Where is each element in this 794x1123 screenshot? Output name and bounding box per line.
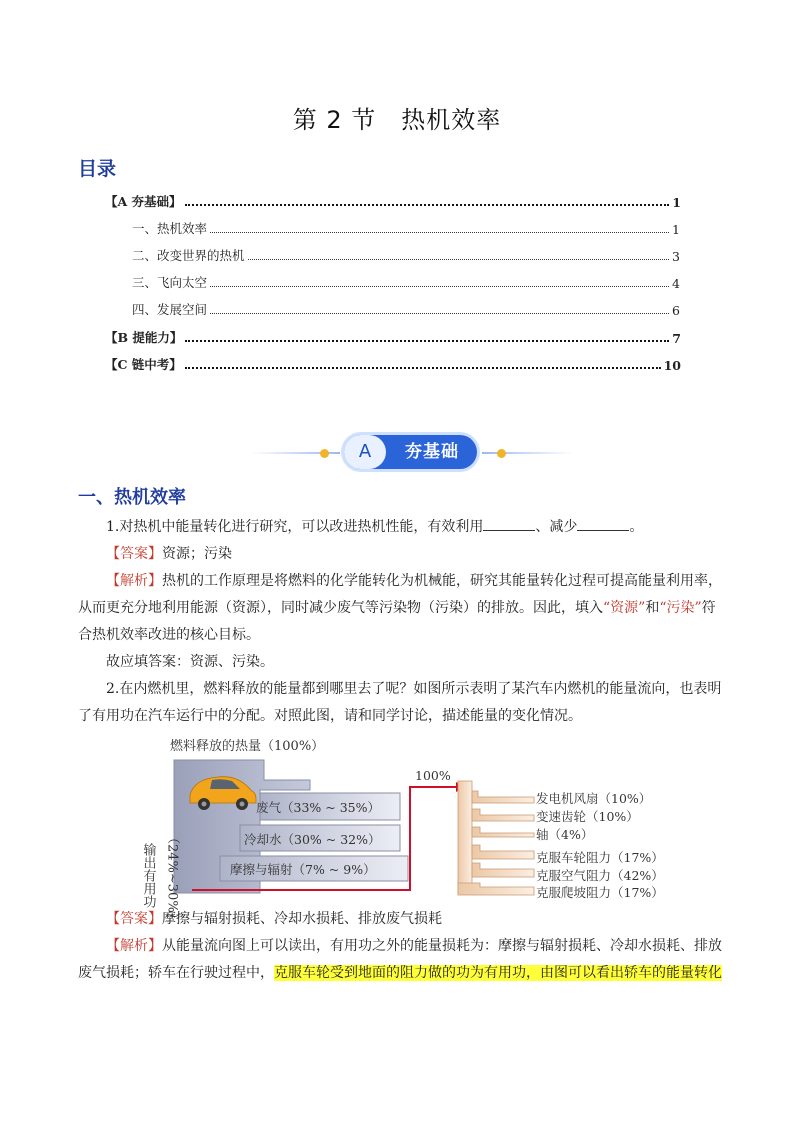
toc-leader — [210, 313, 669, 314]
toc-entry-label: 三、飞向太空 — [132, 275, 208, 290]
toc-entry-page: 6 — [672, 303, 680, 318]
analysis-label: 【解析】 — [106, 938, 162, 954]
analysis-text: 符合热机效率改进的核心目标。 — [78, 600, 716, 643]
banner-line-right — [482, 452, 574, 454]
toc-entry-page: 1 — [672, 195, 681, 210]
toc-entry-page: 4 — [672, 276, 680, 291]
q1-answer — [78, 541, 722, 568]
q2-answer — [78, 906, 722, 933]
toc-entry-4[interactable] — [132, 300, 680, 318]
toc-entry-a[interactable] — [105, 192, 681, 210]
analysis-text: 和 — [645, 600, 660, 616]
fig-arrow-label: 100% — [415, 768, 451, 783]
q2-analysis — [78, 933, 722, 987]
toc-entry-label: 【B 提能力】 — [105, 330, 183, 345]
fig-output-item: 克服车轮阻力（17%） — [536, 850, 664, 865]
toc-entry-b[interactable] — [105, 328, 681, 346]
question-2: 2.在内燃机里，燃料释放的能量都到哪里去了呢？如图所示表明了某汽车内燃机的能量流向，也表明了有用功在汽车运行中的分配。对照此图，请和同学讨论，描述能量的变化情况。 — [78, 681, 722, 724]
toc-entry-page: 10 — [663, 358, 681, 373]
section-heading: 一、热机效率 — [78, 487, 186, 508]
analysis-label: 【解析】 — [106, 573, 162, 589]
analysis-quote: “污染” — [659, 600, 702, 616]
toc-entry-c[interactable] — [105, 355, 681, 373]
fig-output-item: 轴（4%） — [536, 827, 594, 842]
banner-letter: A — [344, 435, 386, 469]
toc-leader — [210, 232, 669, 233]
fig-output-item: 变速齿轮（10%） — [536, 809, 639, 824]
fig-output-item: 发电机风扇（10%） — [536, 791, 652, 806]
analysis-quote: “资源” — [603, 600, 646, 616]
q1-analysis — [78, 568, 722, 649]
answer-blank — [577, 516, 629, 531]
q1-final: 故应填答案：资源、污染。 — [106, 654, 274, 670]
q1-text-b: 、减少 — [535, 519, 578, 535]
toc-entry-3[interactable] — [132, 273, 680, 291]
q1-text-c: 。 — [629, 519, 644, 535]
toc-leader — [210, 286, 669, 287]
toc-entry-label: 四、发展空间 — [132, 302, 208, 317]
fig-top-label: 燃料释放的热量（100%） — [170, 739, 325, 754]
fig-output-text: 输出有用功 — [140, 843, 156, 908]
answer-label: 【答案】 — [106, 546, 162, 562]
answer-text: 摩擦与辐射损耗、冷却水损耗、排放废气损耗 — [162, 911, 442, 927]
fig-label-waste-gas: 废气（33% ~ 35%） — [256, 800, 380, 815]
page-title: 第 2 节 热机效率 — [292, 106, 502, 134]
analysis-text: 热机的工作原理是将燃料的化学能转化为机械能，研究其能量转化过程可提高能量利用率，从而更充分地利用能源（资源），同时减少废气等污染物（污染）的排放。因此，填入 — [78, 573, 722, 616]
fig-label-friction: 摩擦与辐射（7% ~ 9%） — [230, 862, 376, 877]
toc-heading: 目录 — [78, 158, 117, 180]
toc-entry-label: 二、改变世界的热机 — [132, 248, 245, 263]
toc-entry-1[interactable] — [132, 219, 680, 237]
q1-text-a: 1.对热机中能量转化进行研究，可以改进热机性能，有效利用 — [106, 519, 484, 535]
fig-output-item: 克服爬坡阻力（17%） — [536, 885, 664, 900]
answer-label: 【答案】 — [106, 911, 162, 927]
fig-dist-trunk — [458, 781, 472, 893]
question-1 — [78, 514, 722, 541]
toc-entry-page: 1 — [672, 222, 680, 237]
toc-leader — [248, 259, 670, 260]
fig-output-list — [536, 791, 664, 900]
toc-leader — [185, 367, 661, 369]
banner-dot-left — [320, 449, 329, 458]
toc-entry-label: 【A 夯基础】 — [105, 194, 182, 209]
answer-blank — [483, 516, 535, 531]
toc-entry-page: 7 — [672, 331, 681, 346]
fig-label-cooling: 冷却水（30% ~ 32%） — [244, 832, 381, 847]
toc-entry-page: 3 — [672, 249, 680, 264]
toc-entry-label: 【C 链中考】 — [105, 357, 182, 372]
answer-text: 资源；污染 — [162, 546, 232, 562]
toc-entry-2[interactable] — [132, 246, 680, 264]
toc-entry-label: 一、热机效率 — [132, 221, 208, 236]
banner-dot-right — [497, 449, 506, 458]
toc-leader — [185, 204, 670, 206]
fig-output-item: 克服空气阻力（42%） — [536, 868, 664, 883]
banner-text: 夯基础 — [405, 442, 459, 462]
analysis-text: 从能量流向图上可以读出，有用功之外的能量损耗为：摩擦与辐射损耗、冷却水损耗、排放废气损耗；轿车在行驶过程中， — [78, 938, 722, 981]
section-banner — [344, 435, 477, 469]
fig-output-pct: （24%~30%） — [164, 831, 180, 926]
analysis-highlight: 克服车轮受到地面的阻力做的功为有用功，由图可以看出轿车的能量转化 — [274, 965, 722, 981]
toc-leader — [185, 340, 669, 342]
